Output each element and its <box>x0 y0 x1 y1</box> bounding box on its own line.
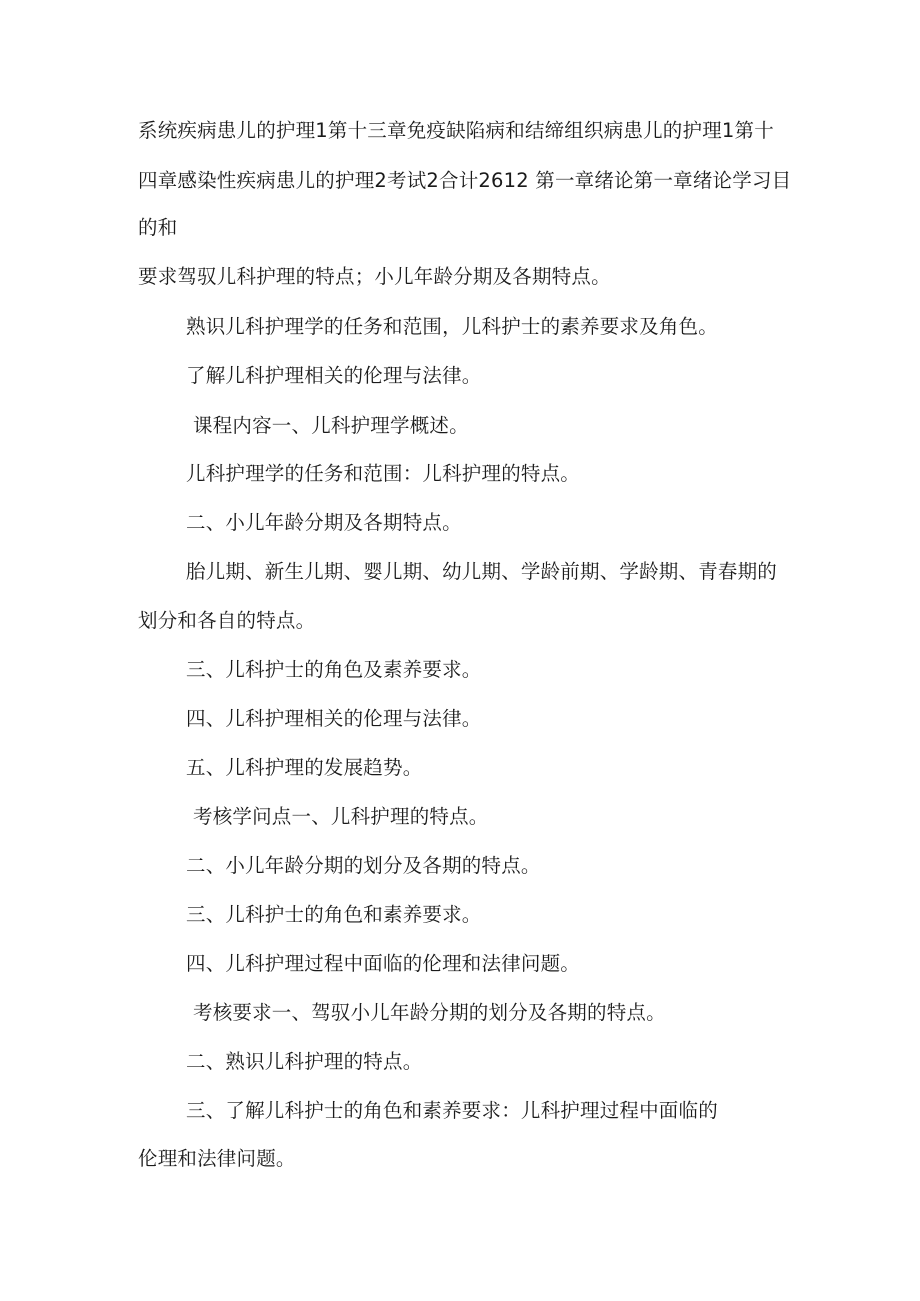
text-line: 三、了解儿科护士的角色和素养要求：儿科护理过程中面临的 <box>186 1099 718 1122</box>
text-line: 胎儿期、新生儿期、婴儿期、幼儿期、学龄前期、学龄期、青春期的 <box>186 560 778 583</box>
text-line: 二、熟识儿科护理的特点。 <box>186 1050 423 1073</box>
text-line: 二、小儿年龄分期及各期特点。 <box>186 511 462 534</box>
text-line: 儿科护理学的任务和范围：儿科护理的特点。 <box>186 462 581 485</box>
text-line: 四、儿科护理过程中面临的伦理和法律问题。 <box>186 952 581 975</box>
text-line: 考核学问点一、儿科护理的特点。 <box>193 805 489 828</box>
text-line: 伦理和法律问题。 <box>138 1147 296 1170</box>
text-line: 五、儿科护理的发展趋势。 <box>186 756 423 779</box>
text-line: 熟识儿科护理学的任务和范围，儿科护士的素养要求及角色。 <box>186 315 718 338</box>
text-line: 四章感染性疾病患儿的护理2考试2合计2612 第一章绪论第一章绪论学习目 <box>138 169 792 192</box>
text-line: 课程内容一、儿科护理学概述。 <box>193 414 469 437</box>
text-line: 系统疾病患儿的护理1第十三章免疫缺陷病和结缔组织病患儿的护理1第十 <box>138 119 774 142</box>
text-line: 二、小儿年龄分期的划分及各期的特点。 <box>186 854 541 877</box>
text-line: 划分和各自的特点。 <box>138 609 316 632</box>
text-line: 了解儿科护理相关的伦理与法律。 <box>186 364 482 387</box>
text-line: 三、儿科护士的角色和素养要求。 <box>186 903 482 926</box>
text-line: 三、儿科护士的角色及素养要求。 <box>186 658 482 681</box>
text-line: 要求驾驭儿科护理的特点；小儿年龄分期及各期特点。 <box>138 265 611 288</box>
text-line: 的和 <box>138 216 178 239</box>
text-line: 考核要求一、驾驭小儿年龄分期的划分及各期的特点。 <box>193 1001 666 1024</box>
text-line: 四、儿科护理相关的伦理与法律。 <box>186 707 482 730</box>
